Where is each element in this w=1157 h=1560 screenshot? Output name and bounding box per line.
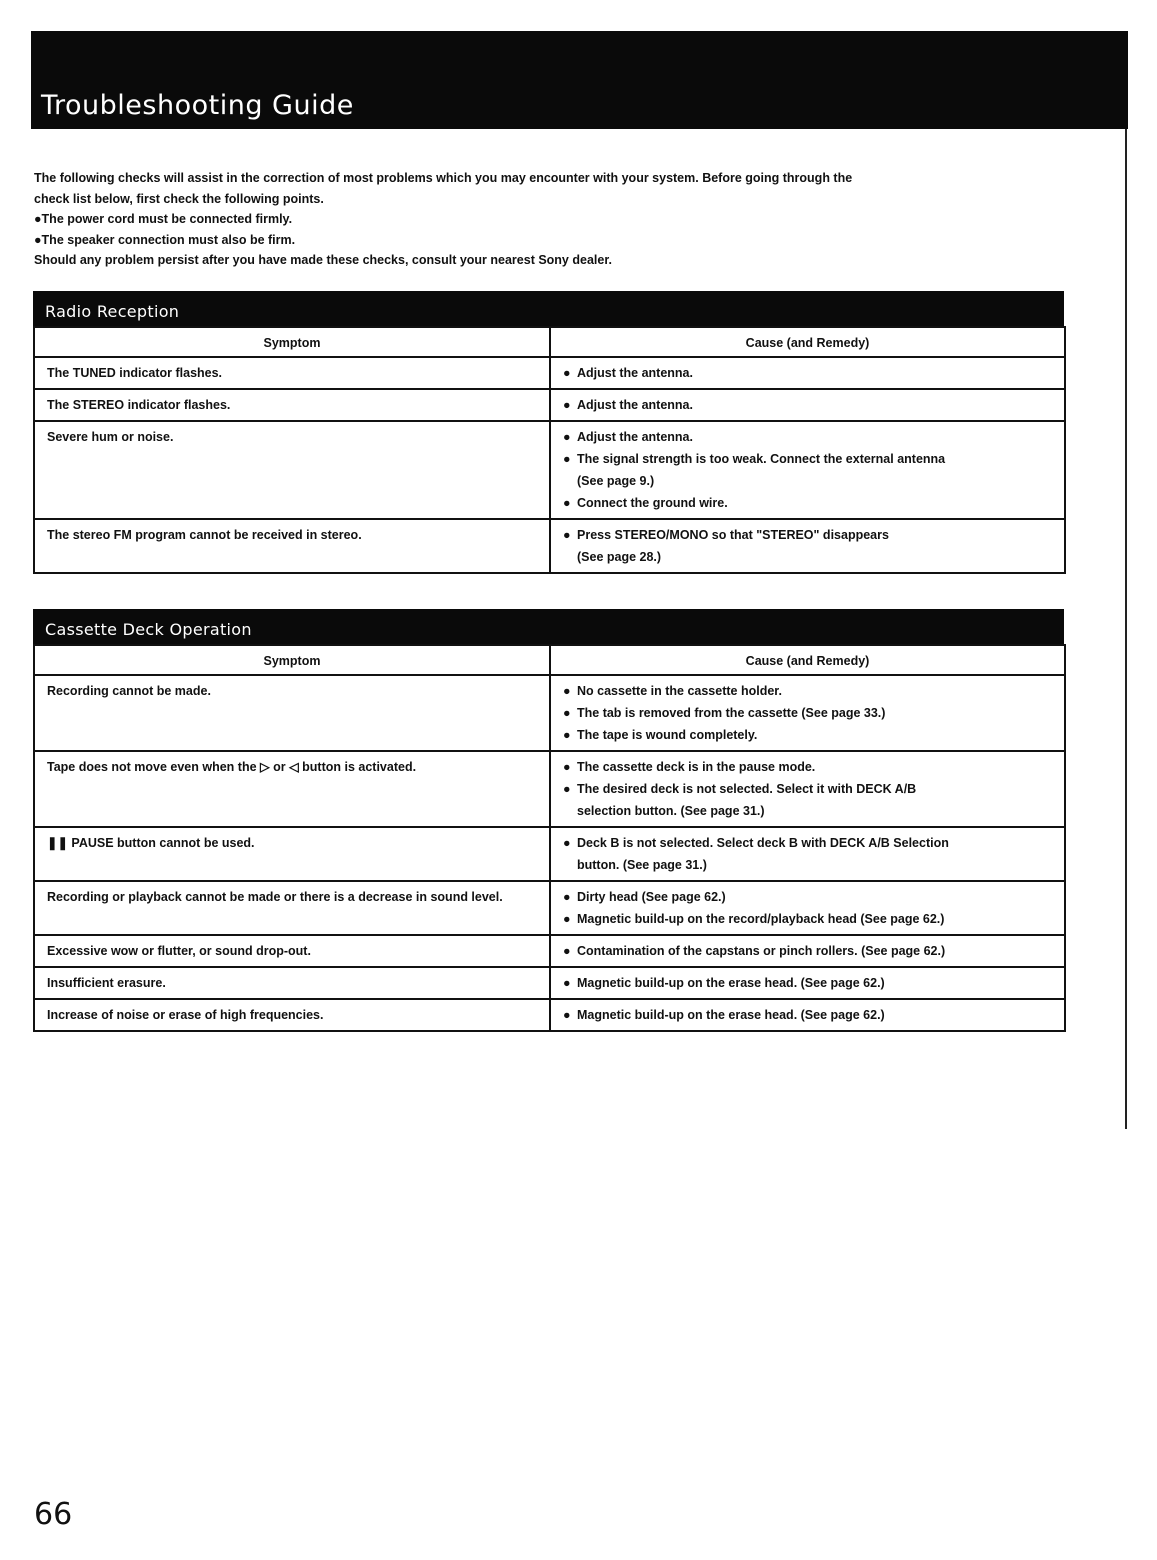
bullet-icon: ● xyxy=(563,944,571,958)
intro-line: The following checks will assist in the correction of most problems which you may encounter with your system. Before going through the xyxy=(34,171,853,185)
symptom-cell: Excessive wow or flutter, or sound drop-out. xyxy=(34,935,550,967)
remedy-item: ● Dirty head (See page 62.) xyxy=(563,886,1054,908)
bullet-icon: ● xyxy=(563,706,571,720)
table-row xyxy=(34,967,1065,999)
intro-line: ●The power cord must be connected firmly. xyxy=(34,212,293,226)
symptom-cell: ❚❚ PAUSE button cannot be used. xyxy=(34,827,550,881)
symptom-cell: Severe hum or noise. xyxy=(34,421,550,519)
symptom-cell: Recording or playback cannot be made or there is a decrease in sound level. xyxy=(34,881,550,935)
page-title: Troubleshooting Guide xyxy=(41,90,354,121)
remedy-item: ● Magnetic build-up on the erase head. (See page 62.) xyxy=(563,972,1054,994)
remedy-item: ● Contamination of the capstans or pinch rollers. (See page 62.) xyxy=(563,940,1054,962)
table-row xyxy=(34,827,1065,881)
remedy-item: ● The tab is removed from the cassette (See page 33.) xyxy=(563,702,1054,724)
remedy-item: ● The cassette deck is in the pause mode. xyxy=(563,756,1054,778)
bullet-icon: ● xyxy=(563,760,571,774)
remedy-cell xyxy=(550,967,1065,999)
remedy-cell xyxy=(550,881,1065,935)
table-row xyxy=(34,999,1065,1031)
symptom-cell: Recording cannot be made. xyxy=(34,675,550,751)
table-row xyxy=(34,519,1065,573)
remedy-cell xyxy=(550,827,1065,881)
table-row xyxy=(34,389,1065,421)
table-row xyxy=(34,357,1065,389)
symptom-cell: Increase of noise or erase of high frequencies. xyxy=(34,999,550,1031)
symptom-cell: Tape does not move even when the ▷ or ◁ button is activated. xyxy=(34,751,550,827)
cause-column-header: Cause (and Remedy) xyxy=(550,645,1065,675)
remedy-cell xyxy=(550,999,1065,1031)
remedy-item: ● The desired deck is not selected. Select it with DECK A/B xyxy=(563,778,1054,800)
symptom-cell: The TUNED indicator flashes. xyxy=(34,357,550,389)
remedy-cell xyxy=(550,675,1065,751)
symptom-cell: Insufficient erasure. xyxy=(34,967,550,999)
remedy-item: ● No cassette in the cassette holder. xyxy=(563,680,1054,702)
remedy-cell xyxy=(550,519,1065,573)
bullet-icon: ● xyxy=(563,782,571,796)
table-row xyxy=(34,751,1065,827)
remedy-cell xyxy=(550,357,1065,389)
remedy-item: ● Adjust the antenna. xyxy=(563,394,1054,416)
bullet-icon: ● xyxy=(563,912,571,926)
symptom-column-header: Symptom xyxy=(34,327,550,357)
remedy-item: ● Connect the ground wire. xyxy=(563,492,1054,514)
table-row xyxy=(34,881,1065,935)
remedy-item: ● The signal strength is too weak. Connect the external antenna xyxy=(563,448,1054,470)
section-heading: Radio Reception xyxy=(45,302,180,321)
bullet-icon: ● xyxy=(563,528,571,542)
bullet-icon: ● xyxy=(563,398,571,412)
table-row xyxy=(34,935,1065,967)
section-heading-bar xyxy=(33,609,1064,644)
cause-column-header: Cause (and Remedy) xyxy=(550,327,1065,357)
symptom-cell: The stereo FM program cannot be received in stereo. xyxy=(34,519,550,573)
bullet-icon: ● xyxy=(563,1008,571,1022)
bullet-icon: ● xyxy=(563,728,571,742)
symptom-cell: The STEREO indicator flashes. xyxy=(34,389,550,421)
remedy-item: ● Deck B is not selected. Select deck B with DECK A/B Selection xyxy=(563,832,1054,854)
table-row xyxy=(34,675,1065,751)
remedy-cell xyxy=(550,421,1065,519)
page-number: 66 xyxy=(34,1497,73,1532)
remedy-item: ● Press STEREO/MONO so that "STEREO" disappears xyxy=(563,524,1054,546)
intro-line: Should any problem persist after you have made these checks, consult your nearest Sony dealer. xyxy=(34,253,612,267)
right-margin-rule xyxy=(1125,129,1127,1129)
radio-reception-section xyxy=(33,291,1064,574)
remedy-cell xyxy=(550,389,1065,421)
bullet-icon: ● xyxy=(563,452,571,466)
remedy-item: ● The tape is wound completely. xyxy=(563,724,1054,746)
remedy-cell xyxy=(550,935,1065,967)
remedy-item: ● Magnetic build-up on the record/playback head (See page 62.) xyxy=(563,908,1054,930)
bullet-icon: ● xyxy=(563,430,571,444)
bullet-icon: ● xyxy=(563,366,571,380)
remedy-item: ● Magnetic build-up on the erase head. (See page 62.) xyxy=(563,1004,1054,1026)
intro-line: check list below, first check the following points. xyxy=(34,191,324,206)
remedy-item: ● Adjust the antenna. xyxy=(563,362,1054,384)
symptom-column-header: Symptom xyxy=(34,645,550,675)
bullet-icon: ● xyxy=(563,836,571,850)
bullet-icon: ● xyxy=(563,890,571,904)
table-header-row xyxy=(34,327,1065,357)
page-header xyxy=(31,31,1128,129)
cassette-troubleshooting-table xyxy=(33,644,1066,1032)
remedy-item: (See page 9.) xyxy=(577,474,655,488)
bullet-icon: ● xyxy=(563,496,571,510)
table-header-row xyxy=(34,645,1065,675)
intro-text xyxy=(34,168,1034,271)
remedy-cell xyxy=(550,751,1065,827)
remedy-item: ● Adjust the antenna. xyxy=(563,426,1054,448)
remedy-item: (See page 28.) xyxy=(577,550,662,564)
radio-troubleshooting-table xyxy=(33,326,1066,574)
bullet-icon: ● xyxy=(563,684,571,698)
section-heading: Cassette Deck Operation xyxy=(45,620,252,639)
remedy-item: button. (See page 31.) xyxy=(577,858,707,872)
table-row xyxy=(34,421,1065,519)
intro-line: ●The speaker connection must also be firm. xyxy=(34,232,296,247)
cassette-deck-section xyxy=(33,609,1064,1032)
bullet-icon: ● xyxy=(563,976,571,990)
section-heading-bar xyxy=(33,291,1064,326)
remedy-item: selection button. (See page 31.) xyxy=(577,804,765,818)
